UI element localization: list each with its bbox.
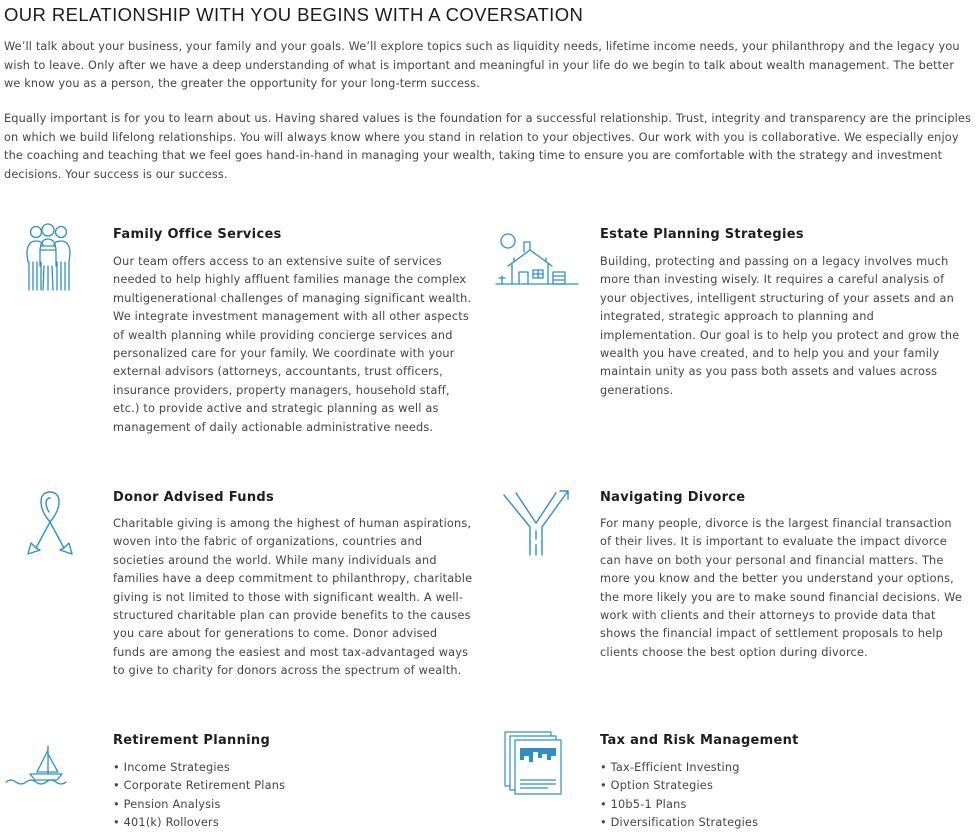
service-list (113, 759, 285, 833)
service-title: Retirement Planning (113, 733, 271, 748)
list-item: • 10b5-1 Plans (600, 796, 758, 814)
list-item: • Income Strategies (113, 759, 285, 777)
house-icon (494, 228, 580, 290)
service-title: Donor Advised Funds (113, 490, 275, 505)
list-item: • Diversification Strategies (600, 814, 758, 832)
service-description: Charitable giving is among the highest of human aspirations, woven into the fabric of organizations, countries and societies around the world. While many individuals and families have a deep commitment to philanthropy, charitable giving is not limited to those with significant wealth. A well-structured charitable plan can provide benefits to the causes you care about for generations to come. Donor advised funds are among the easiest and most tax-advantaged ways to give to charity for donors across the spectrum of wealth. (113, 517, 473, 678)
list-item: • 401(k) Rollovers (113, 814, 285, 832)
ribbon-icon (22, 488, 78, 558)
list-item: • Pension Analysis (113, 796, 285, 814)
intro-paragraph: We’ll talk about your business, your family and your goals. We’ll explore topics such as liquidity needs, lifetime income needs, your philanthropy and the legacy you wish to leave. Only after we have a deep understanding of what is important and meaningful in your life do we begin to talk about wealth management. The better we know you as a person, the greater the opportunity for your long-term success. (4, 40, 960, 90)
diverging-road-icon (500, 487, 572, 557)
list-item: • Tax-Efficient Investing (600, 759, 758, 777)
list-item: • Option Strategies (600, 777, 758, 795)
page-title: OUR RELATIONSHIP WITH YOU BEGINS WITH A COVERSATION (4, 4, 584, 25)
intro-paragraph: Equally important is for you to learn about us. Having shared values is the foundation for a successful relationship. Trust, integrity and transparency are the principles on which we build lifelong relationships. You will always know where you stand in relation to your objectives. Our work with you is collaborative. We especially enjoy the coaching and teaching that we feel goes hand-in-hand in managing your wealth, taking time to ensure you are comfortable with the strategy and investment decisions. Your success is our success. (4, 112, 972, 181)
service-list (600, 759, 758, 833)
service-title: Estate Planning Strategies (600, 227, 804, 242)
service-description: For many people, divorce is the largest financial transaction of their lives. It is important to evaluate the impact divorce can have on both your personal and financial matters. The more you know and the better you understand your options, the more likely you are to make sound financial decisions. We work with clients and their attorneys to provide data that shows the financial impact of settlement proposals to help clients choose the best option during divorce. (600, 517, 963, 659)
service-description: Building, protecting and passing on a legacy involves much more than investing wisely. It requires a careful analysis of your objectives, intelligent structuring of your assets and an integrated, strategic approach to planning and implementation. Our goal is to help you protect and grow the wealth you have created, and to help you and your family maintain unity as you pass both assets and values across generations. (600, 255, 960, 397)
list-item: • Corporate Retirement Plans (113, 777, 285, 795)
family-icon (14, 222, 94, 292)
service-title: Navigating Divorce (600, 490, 746, 505)
documents-chart-icon (503, 730, 567, 796)
sailboat-icon (4, 744, 70, 788)
service-title: Family Office Services (113, 227, 282, 242)
service-title: Tax and Risk Management (600, 733, 799, 748)
service-description: Our team offers access to an extensive suite of services needed to help highly affluent families manage the complex multigenerational challenges of managing significant wealth. We integrate investment management with all other aspects of wealth planning while providing concierge services and personalized care for your family. We coordinate with your external advisors (attorneys, accountants, trust officers, insurance providers, property managers, household staff, etc.) to provide active and strategic planning as well as management of daily actionable administrative needs. (113, 255, 472, 434)
